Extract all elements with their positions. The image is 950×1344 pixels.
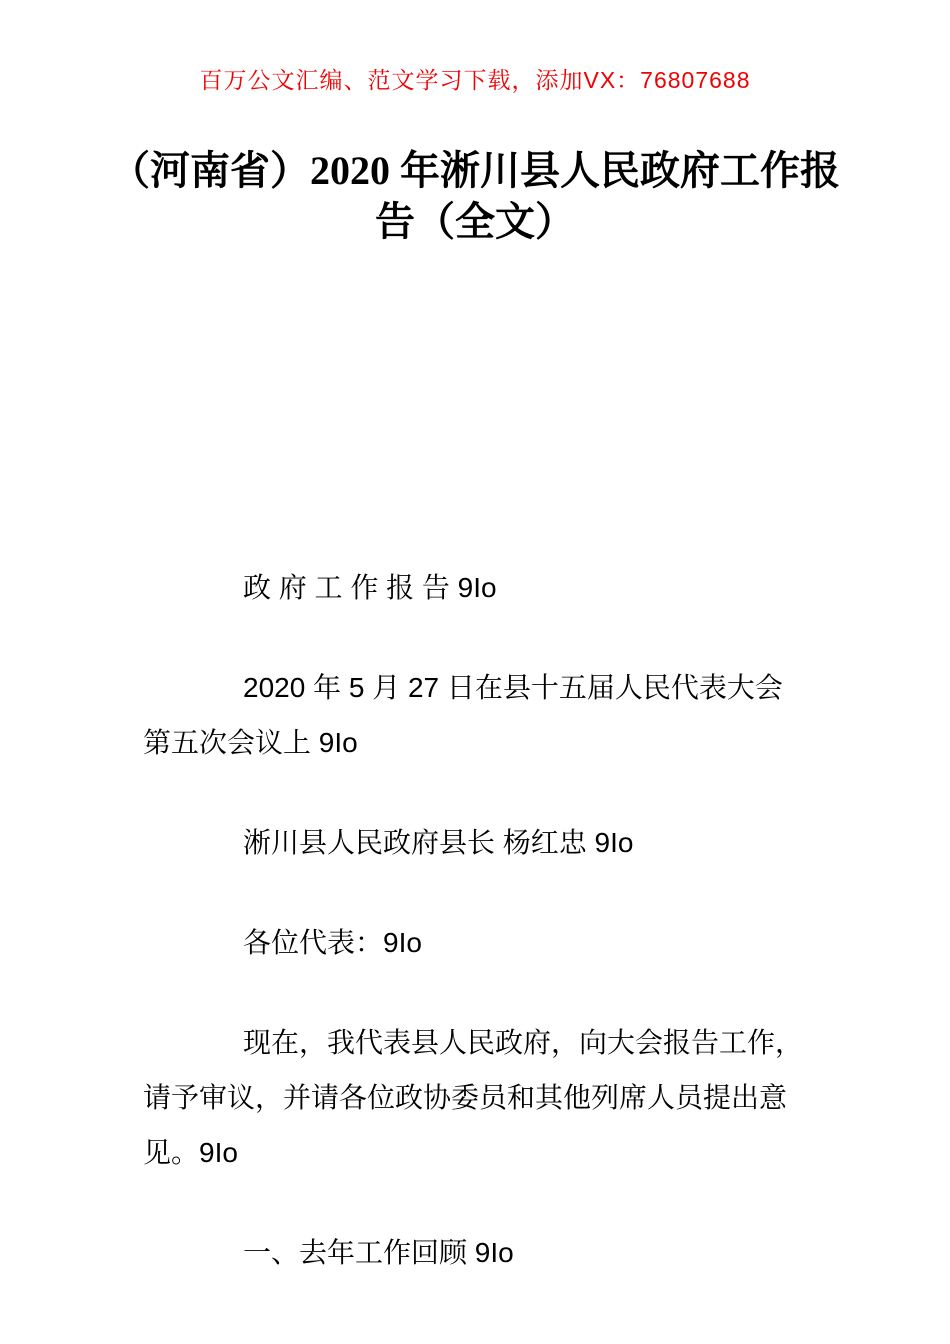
- report-author-line: 淅川县人民政府县长 杨红忠 9Io: [243, 827, 634, 858]
- section-heading: 一、去年工作回顾 9Io: [243, 1237, 514, 1268]
- document-title: [0, 145, 950, 247]
- document-title-line2: 告（全文）: [375, 199, 575, 244]
- report-heading-line: 政 府 工 作 报 告 9Io: [243, 572, 497, 603]
- report-subtitle-line: 2020 年 5 月 27 日在县十五届人民代表大会第五次会议上 9Io: [143, 672, 783, 758]
- intro-paragraph: 现在，我代表县人民政府，向大会报告工作，请予审议，并请各位政协委员和其他列席人员提出意见。9Io: [143, 1027, 804, 1168]
- promo-watermark-text: 百万公文汇编、范文学习下载，添加VX：76807688: [199, 67, 751, 93]
- document-title-line1: （河南省）2020 年淅川县人民政府工作报: [110, 148, 840, 193]
- salutation-line: 各位代表：9Io: [243, 927, 422, 958]
- document-body: [143, 560, 805, 1280]
